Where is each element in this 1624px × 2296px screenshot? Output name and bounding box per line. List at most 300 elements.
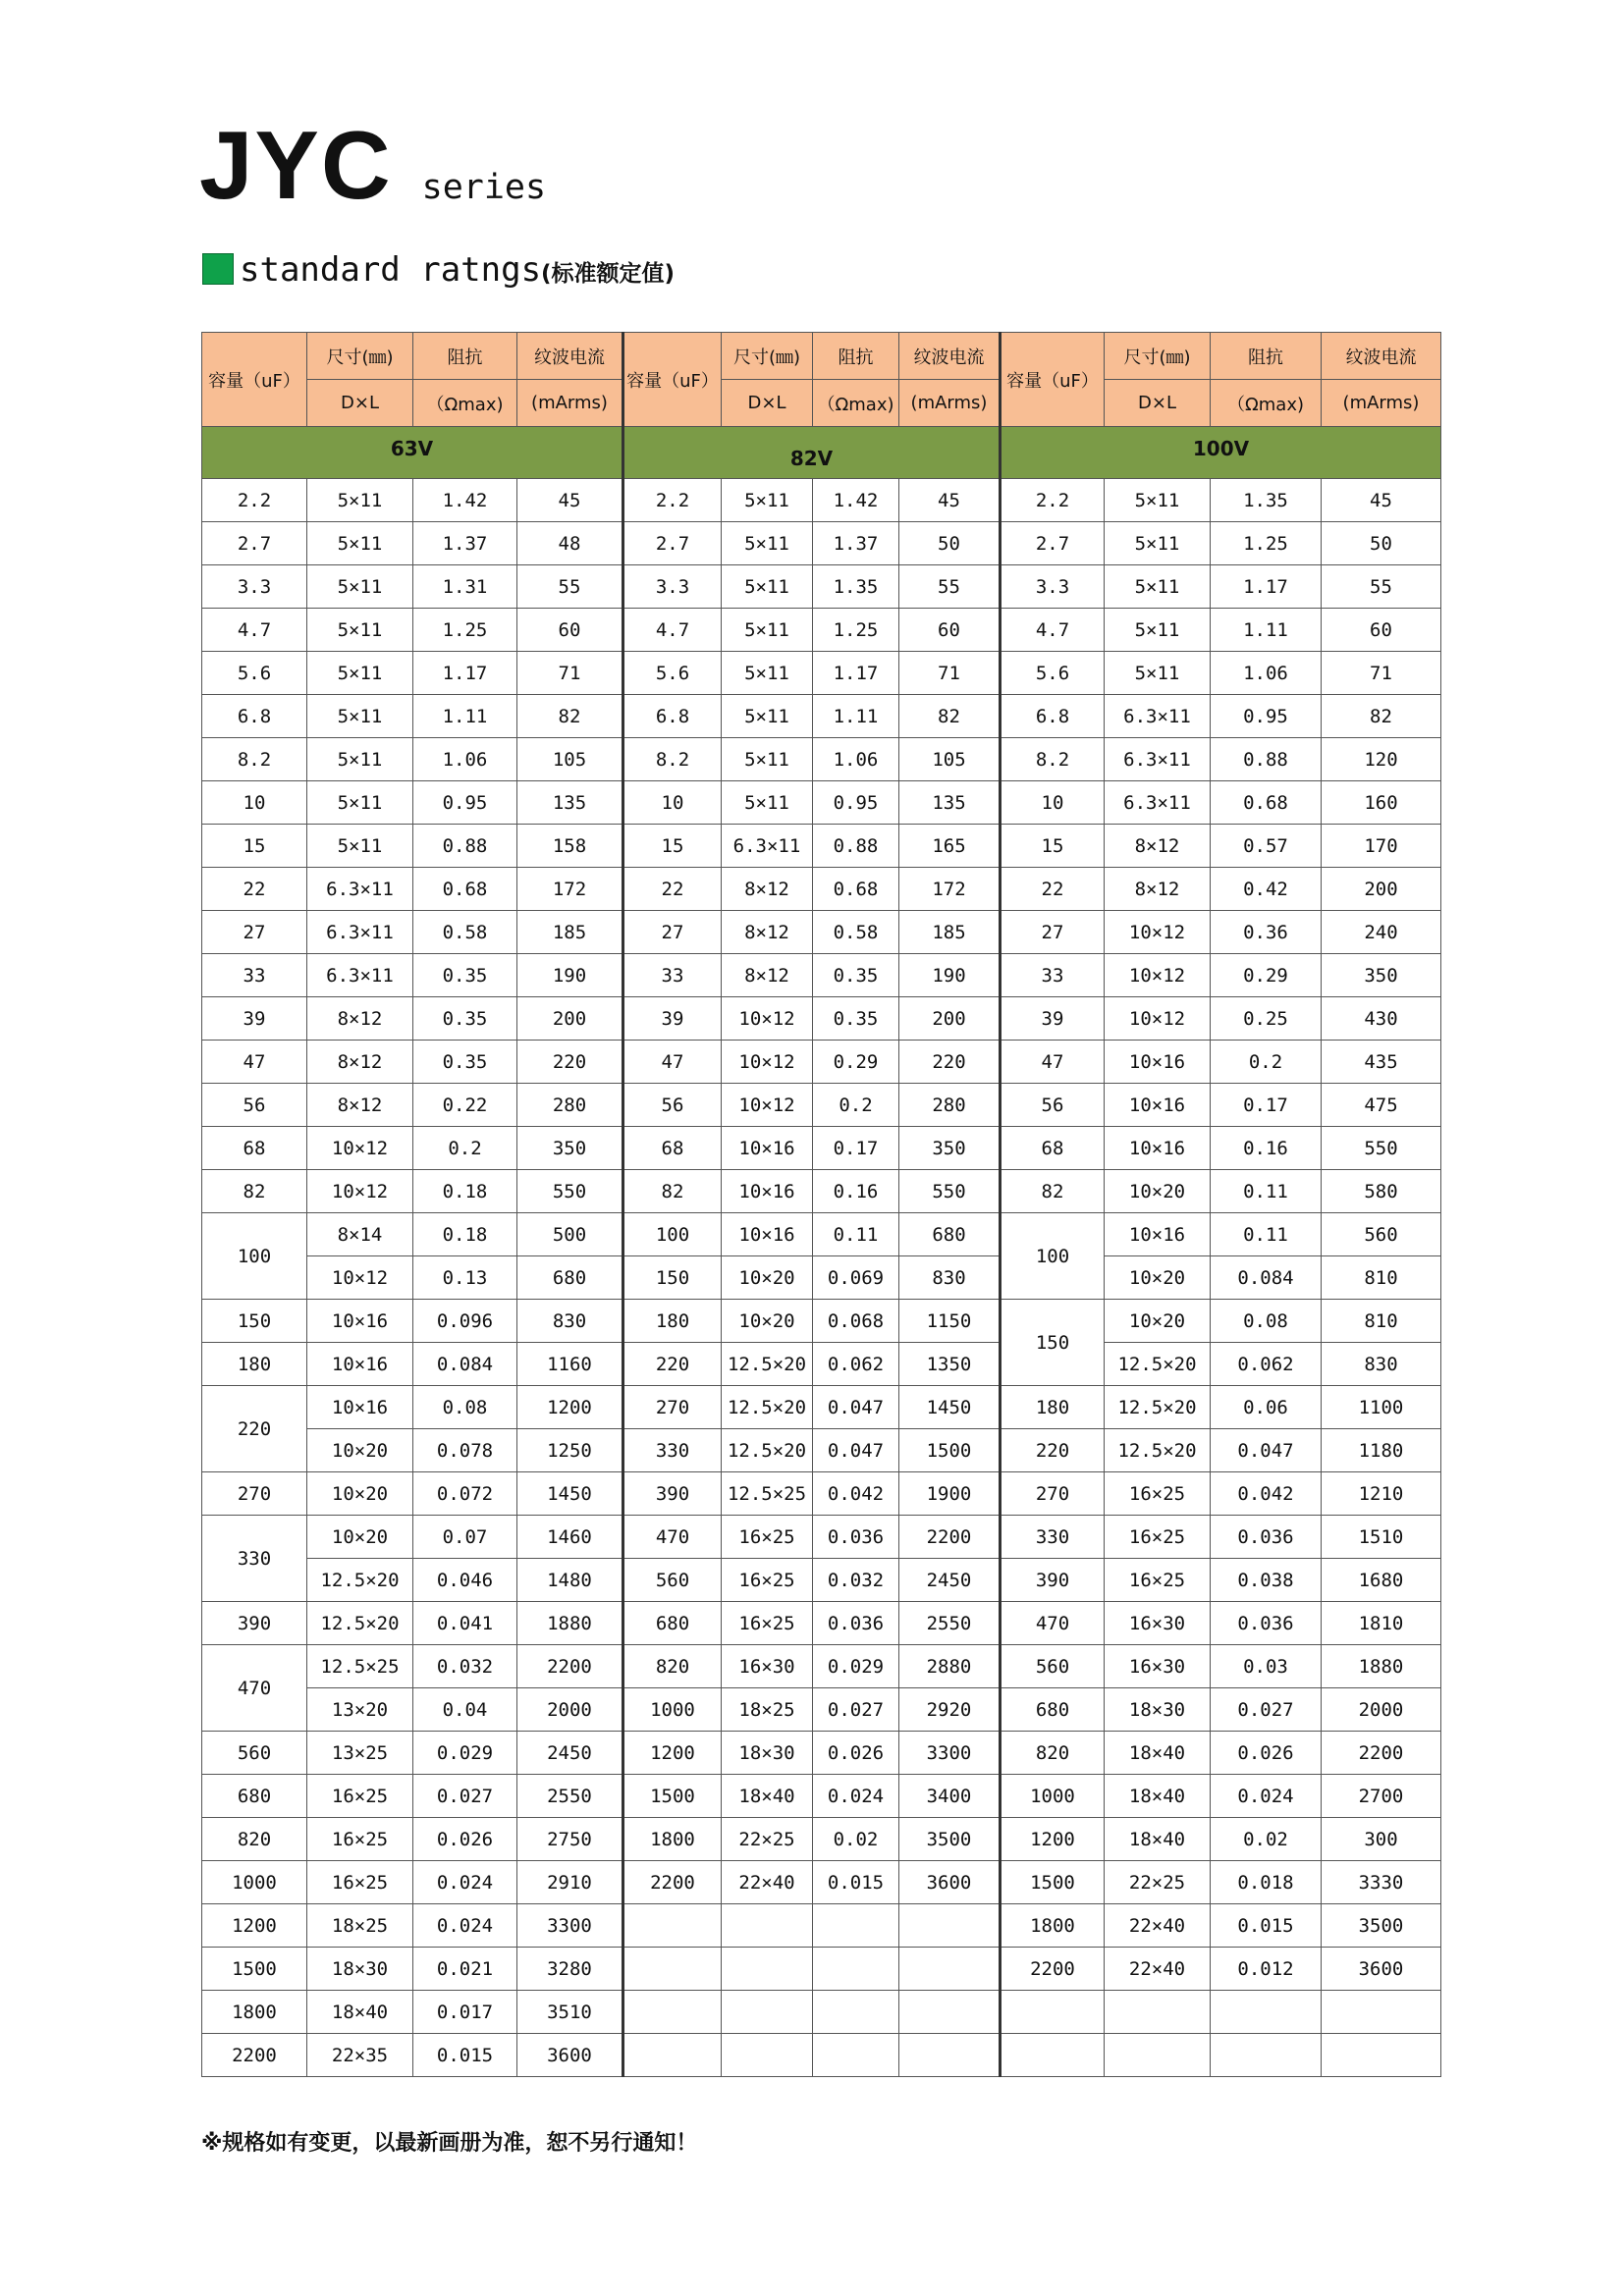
capacity-cell: 82 bbox=[1001, 1170, 1105, 1213]
capacity-cell: 150 bbox=[623, 1256, 722, 1300]
capacity-cell: 100 bbox=[623, 1213, 722, 1256]
size-cell: 10×16 bbox=[1105, 1041, 1211, 1084]
impedance-cell: 0.068 bbox=[813, 1300, 899, 1343]
voltage-label bbox=[202, 427, 623, 479]
impedance-cell: 0.25 bbox=[1211, 997, 1322, 1041]
size-cell: 22×25 bbox=[722, 1818, 813, 1861]
table-row bbox=[202, 1343, 1441, 1386]
ripple-cell: 172 bbox=[899, 868, 1001, 911]
ripple-cell bbox=[899, 2034, 1001, 2077]
size-cell: 16×30 bbox=[1105, 1602, 1211, 1645]
ripple-cell: 45 bbox=[517, 479, 623, 522]
capacity-cell: 4.7 bbox=[1001, 609, 1105, 652]
impedance-cell: 0.015 bbox=[1211, 1904, 1322, 1948]
ripple-cell: 2550 bbox=[899, 1602, 1001, 1645]
impedance-cell: 0.35 bbox=[813, 954, 899, 997]
table-row bbox=[202, 1213, 1441, 1256]
table-row bbox=[202, 1904, 1441, 1948]
size-cell: 10×12 bbox=[722, 1084, 813, 1127]
impedance-cell: 0.68 bbox=[413, 868, 517, 911]
capacity-cell: 8.2 bbox=[1001, 738, 1105, 781]
header-size-unit: D×L bbox=[1105, 380, 1211, 427]
impedance-cell: 1.06 bbox=[1211, 652, 1322, 695]
capacity-cell: 5.6 bbox=[623, 652, 722, 695]
table-row bbox=[202, 2034, 1441, 2077]
table-row bbox=[202, 825, 1441, 868]
size-cell: 10×20 bbox=[722, 1256, 813, 1300]
size-cell: 5×11 bbox=[722, 738, 813, 781]
ripple-cell: 830 bbox=[1322, 1343, 1441, 1386]
section-heading-en: standard ratngs bbox=[240, 250, 542, 290]
ripple-cell: 500 bbox=[517, 1213, 623, 1256]
table-row bbox=[202, 652, 1441, 695]
impedance-cell: 0.2 bbox=[1211, 1041, 1322, 1084]
impedance-cell: 0.68 bbox=[813, 868, 899, 911]
ripple-cell: 3510 bbox=[517, 1991, 623, 2034]
capacity-cell: 1200 bbox=[1001, 1818, 1105, 1861]
capacity-cell: 4.7 bbox=[623, 609, 722, 652]
capacity-cell: 47 bbox=[202, 1041, 307, 1084]
capacity-cell: 180 bbox=[623, 1300, 722, 1343]
impedance-cell: 0.036 bbox=[813, 1516, 899, 1559]
header-impedance-unit: （Ωmax) bbox=[813, 380, 899, 427]
ripple-cell: 3500 bbox=[1322, 1904, 1441, 1948]
capacity-cell: 330 bbox=[202, 1516, 307, 1602]
ripple-cell: 1510 bbox=[1322, 1516, 1441, 1559]
impedance-cell: 0.57 bbox=[1211, 825, 1322, 868]
impedance-cell: 0.42 bbox=[1211, 868, 1322, 911]
table-row bbox=[202, 1472, 1441, 1516]
capacity-cell: 100 bbox=[1001, 1213, 1105, 1300]
header-impedance: 阻抗 bbox=[1211, 333, 1322, 380]
ripple-cell: 200 bbox=[899, 997, 1001, 1041]
table-row bbox=[202, 1732, 1441, 1775]
ripple-cell: 190 bbox=[517, 954, 623, 997]
ripple-cell bbox=[1322, 2034, 1441, 2077]
impedance-cell: 0.36 bbox=[1211, 911, 1322, 954]
impedance-cell: 0.18 bbox=[413, 1213, 517, 1256]
capacity-cell: 820 bbox=[623, 1645, 722, 1688]
ripple-cell: 830 bbox=[517, 1300, 623, 1343]
size-cell: 12.5×20 bbox=[722, 1386, 813, 1429]
size-cell: 12.5×20 bbox=[722, 1343, 813, 1386]
capacity-cell: 100 bbox=[202, 1213, 307, 1300]
impedance-cell: 0.041 bbox=[413, 1602, 517, 1645]
ripple-cell: 55 bbox=[1322, 565, 1441, 609]
capacity-cell: 680 bbox=[1001, 1688, 1105, 1732]
ripple-cell: 1100 bbox=[1322, 1386, 1441, 1429]
table-row bbox=[202, 1775, 1441, 1818]
capacity-cell: 560 bbox=[1001, 1645, 1105, 1688]
ripple-cell: 120 bbox=[1322, 738, 1441, 781]
capacity-cell: 680 bbox=[623, 1602, 722, 1645]
ripple-cell: 105 bbox=[517, 738, 623, 781]
size-cell: 5×11 bbox=[722, 479, 813, 522]
capacity-cell: 1000 bbox=[202, 1861, 307, 1904]
table-row bbox=[202, 954, 1441, 997]
ripple-cell: 680 bbox=[517, 1256, 623, 1300]
size-cell: 12.5×20 bbox=[1105, 1343, 1211, 1386]
size-cell: 18×40 bbox=[722, 1775, 813, 1818]
impedance-cell: 0.16 bbox=[813, 1170, 899, 1213]
ripple-cell: 3300 bbox=[899, 1732, 1001, 1775]
ripple-cell: 170 bbox=[1322, 825, 1441, 868]
impedance-cell: 0.11 bbox=[1211, 1213, 1322, 1256]
green-square-icon bbox=[202, 253, 234, 285]
table-row bbox=[202, 1818, 1441, 1861]
impedance-cell bbox=[1211, 1991, 1322, 2034]
ripple-cell: 1880 bbox=[1322, 1645, 1441, 1688]
impedance-cell: 0.07 bbox=[413, 1516, 517, 1559]
impedance-cell: 0.29 bbox=[1211, 954, 1322, 997]
impedance-cell: 1.25 bbox=[813, 609, 899, 652]
size-cell: 10×12 bbox=[1105, 954, 1211, 997]
header-ripple-unit: (mArms) bbox=[899, 380, 1001, 427]
size-cell: 10×20 bbox=[722, 1300, 813, 1343]
header-impedance: 阻抗 bbox=[813, 333, 899, 380]
capacity-cell: 2.7 bbox=[202, 522, 307, 565]
ripple-cell: 1150 bbox=[899, 1300, 1001, 1343]
impedance-cell: 0.17 bbox=[1211, 1084, 1322, 1127]
header-ripple: 纹波电流 bbox=[517, 333, 623, 380]
impedance-cell: 0.047 bbox=[1211, 1429, 1322, 1472]
capacity-cell: 3.3 bbox=[202, 565, 307, 609]
ripple-cell: 82 bbox=[899, 695, 1001, 738]
ripple-cell: 3600 bbox=[517, 2034, 623, 2077]
ripple-cell: 200 bbox=[1322, 868, 1441, 911]
ripple-cell: 280 bbox=[517, 1084, 623, 1127]
impedance-cell: 0.015 bbox=[813, 1861, 899, 1904]
ripple-cell: 2000 bbox=[1322, 1688, 1441, 1732]
size-cell: 18×40 bbox=[1105, 1732, 1211, 1775]
capacity-cell: 15 bbox=[202, 825, 307, 868]
capacity-cell: 1500 bbox=[202, 1948, 307, 1991]
ripple-cell bbox=[899, 1904, 1001, 1948]
table-row bbox=[202, 1688, 1441, 1732]
size-cell: 10×20 bbox=[307, 1472, 413, 1516]
size-cell: 12.5×20 bbox=[1105, 1386, 1211, 1429]
impedance-cell: 0.68 bbox=[1211, 781, 1322, 825]
size-cell: 5×11 bbox=[1105, 609, 1211, 652]
ripple-cell: 1210 bbox=[1322, 1472, 1441, 1516]
capacity-cell: 390 bbox=[1001, 1559, 1105, 1602]
ripple-cell: 105 bbox=[899, 738, 1001, 781]
impedance-cell: 0.35 bbox=[413, 1041, 517, 1084]
impedance-cell: 1.42 bbox=[813, 479, 899, 522]
size-cell: 5×11 bbox=[307, 609, 413, 652]
ripple-cell: 2920 bbox=[899, 1688, 1001, 1732]
impedance-cell bbox=[813, 1904, 899, 1948]
size-cell: 16×30 bbox=[722, 1645, 813, 1688]
ripple-cell: 200 bbox=[517, 997, 623, 1041]
size-cell: 16×25 bbox=[722, 1559, 813, 1602]
ripple-cell: 1350 bbox=[899, 1343, 1001, 1386]
capacity-cell: 47 bbox=[623, 1041, 722, 1084]
ripple-cell: 160 bbox=[1322, 781, 1441, 825]
capacity-cell: 1500 bbox=[1001, 1861, 1105, 1904]
table-row bbox=[202, 1991, 1441, 2034]
ripple-cell: 300 bbox=[1322, 1818, 1441, 1861]
size-cell: 12.5×25 bbox=[722, 1472, 813, 1516]
impedance-cell: 0.032 bbox=[413, 1645, 517, 1688]
ripple-cell: 1450 bbox=[517, 1472, 623, 1516]
capacity-cell: 1800 bbox=[202, 1991, 307, 2034]
table-row bbox=[202, 1170, 1441, 1213]
ripple-cell: 2450 bbox=[517, 1732, 623, 1775]
capacity-cell bbox=[1001, 2034, 1105, 2077]
table-row bbox=[202, 1256, 1441, 1300]
capacity-cell: 33 bbox=[623, 954, 722, 997]
impedance-cell: 0.88 bbox=[813, 825, 899, 868]
impedance-cell: 0.58 bbox=[813, 911, 899, 954]
impedance-cell: 0.038 bbox=[1211, 1559, 1322, 1602]
capacity-cell bbox=[623, 1991, 722, 2034]
size-cell: 10×16 bbox=[1105, 1127, 1211, 1170]
ripple-cell: 580 bbox=[1322, 1170, 1441, 1213]
size-cell: 6.3×11 bbox=[307, 911, 413, 954]
ripple-cell: 2910 bbox=[517, 1861, 623, 1904]
size-cell: 5×11 bbox=[1105, 565, 1211, 609]
size-cell: 8×12 bbox=[307, 1041, 413, 1084]
impedance-cell: 0.042 bbox=[813, 1472, 899, 1516]
size-cell: 18×25 bbox=[722, 1688, 813, 1732]
capacity-cell: 27 bbox=[1001, 911, 1105, 954]
impedance-cell: 0.22 bbox=[413, 1084, 517, 1127]
capacity-cell: 2.2 bbox=[202, 479, 307, 522]
header-ripple-unit: (mArms) bbox=[517, 380, 623, 427]
table-row bbox=[202, 1127, 1441, 1170]
capacity-cell: 2.2 bbox=[1001, 479, 1105, 522]
impedance-cell: 1.25 bbox=[1211, 522, 1322, 565]
impedance-cell: 0.029 bbox=[413, 1732, 517, 1775]
capacity-cell: 820 bbox=[202, 1818, 307, 1861]
size-cell: 10×16 bbox=[307, 1300, 413, 1343]
size-cell: 5×11 bbox=[722, 522, 813, 565]
impedance-cell: 0.036 bbox=[1211, 1602, 1322, 1645]
impedance-cell: 0.032 bbox=[813, 1559, 899, 1602]
ripple-cell: 45 bbox=[1322, 479, 1441, 522]
impedance-cell: 0.062 bbox=[1211, 1343, 1322, 1386]
capacity-cell: 5.6 bbox=[1001, 652, 1105, 695]
impedance-cell: 0.027 bbox=[413, 1775, 517, 1818]
size-cell: 5×11 bbox=[307, 781, 413, 825]
table-row bbox=[202, 565, 1441, 609]
voltage-text: 100V bbox=[1192, 437, 1250, 460]
impedance-cell: 1.17 bbox=[1211, 565, 1322, 609]
size-cell: 12.5×20 bbox=[307, 1559, 413, 1602]
voltage-text: 63V bbox=[390, 437, 434, 460]
capacity-cell: 56 bbox=[1001, 1084, 1105, 1127]
impedance-cell: 0.024 bbox=[413, 1861, 517, 1904]
table-row bbox=[202, 479, 1441, 522]
table-row bbox=[202, 738, 1441, 781]
ripple-cell: 1900 bbox=[899, 1472, 1001, 1516]
size-cell: 8×12 bbox=[722, 911, 813, 954]
ripple-cell: 1880 bbox=[517, 1602, 623, 1645]
size-cell: 16×25 bbox=[307, 1861, 413, 1904]
size-cell: 10×12 bbox=[307, 1256, 413, 1300]
impedance-cell: 0.084 bbox=[1211, 1256, 1322, 1300]
size-cell: 16×25 bbox=[307, 1818, 413, 1861]
table-row bbox=[202, 868, 1441, 911]
capacity-cell bbox=[623, 1948, 722, 1991]
capacity-cell bbox=[1001, 1991, 1105, 2034]
capacity-cell: 22 bbox=[623, 868, 722, 911]
size-cell: 10×16 bbox=[1105, 1084, 1211, 1127]
ripple-cell bbox=[899, 1948, 1001, 1991]
capacity-cell: 1200 bbox=[202, 1904, 307, 1948]
capacity-cell: 3.3 bbox=[623, 565, 722, 609]
size-cell: 18×30 bbox=[1105, 1688, 1211, 1732]
impedance-cell: 0.026 bbox=[1211, 1732, 1322, 1775]
voltage-label bbox=[1001, 427, 1441, 479]
size-cell bbox=[722, 1904, 813, 1948]
ripple-cell bbox=[899, 1991, 1001, 2034]
impedance-cell: 0.95 bbox=[813, 781, 899, 825]
header-ripple-unit: (mArms) bbox=[1322, 380, 1441, 427]
impedance-cell: 0.88 bbox=[1211, 738, 1322, 781]
ripple-cell: 810 bbox=[1322, 1256, 1441, 1300]
impedance-cell bbox=[813, 2034, 899, 2077]
impedance-cell: 0.078 bbox=[413, 1429, 517, 1472]
footnote: ※规格如有变更，以最新画册为准，恕不另行通知！ bbox=[201, 2131, 698, 2156]
ripple-cell: 3300 bbox=[517, 1904, 623, 1948]
capacity-cell: 1000 bbox=[1001, 1775, 1105, 1818]
impedance-cell: 0.026 bbox=[813, 1732, 899, 1775]
impedance-cell: 0.012 bbox=[1211, 1948, 1322, 1991]
ripple-cell: 55 bbox=[899, 565, 1001, 609]
table-row bbox=[202, 1386, 1441, 1429]
impedance-cell: 0.047 bbox=[813, 1429, 899, 1472]
capacity-cell: 220 bbox=[202, 1386, 307, 1472]
ripple-cell: 560 bbox=[1322, 1213, 1441, 1256]
size-cell: 16×25 bbox=[307, 1775, 413, 1818]
capacity-cell: 470 bbox=[202, 1645, 307, 1732]
ripple-cell: 60 bbox=[899, 609, 1001, 652]
ripple-cell bbox=[1322, 1991, 1441, 2034]
header-impedance-unit: （Ωmax) bbox=[413, 380, 517, 427]
size-cell: 5×11 bbox=[1105, 652, 1211, 695]
size-cell: 16×25 bbox=[1105, 1472, 1211, 1516]
table-row bbox=[202, 609, 1441, 652]
ripple-cell: 2700 bbox=[1322, 1775, 1441, 1818]
section-heading-cn: (标准额定值) bbox=[541, 261, 676, 287]
ripple-cell: 2450 bbox=[899, 1559, 1001, 1602]
capacity-cell: 27 bbox=[202, 911, 307, 954]
capacity-cell: 180 bbox=[202, 1343, 307, 1386]
size-cell: 5×11 bbox=[722, 695, 813, 738]
size-cell: 6.3×11 bbox=[307, 954, 413, 997]
size-cell: 10×16 bbox=[722, 1213, 813, 1256]
ripple-cell: 1460 bbox=[517, 1516, 623, 1559]
ripple-cell: 435 bbox=[1322, 1041, 1441, 1084]
capacity-cell: 68 bbox=[1001, 1127, 1105, 1170]
ripple-cell: 3400 bbox=[899, 1775, 1001, 1818]
impedance-cell: 0.015 bbox=[413, 2034, 517, 2077]
capacity-cell bbox=[623, 2034, 722, 2077]
ripple-cell: 60 bbox=[517, 609, 623, 652]
impedance-cell: 0.027 bbox=[1211, 1688, 1322, 1732]
size-cell: 16×25 bbox=[1105, 1516, 1211, 1559]
ripple-cell: 50 bbox=[899, 522, 1001, 565]
table-row bbox=[202, 1084, 1441, 1127]
size-cell: 10×20 bbox=[1105, 1256, 1211, 1300]
ripple-cell: 2550 bbox=[517, 1775, 623, 1818]
size-cell: 6.3×11 bbox=[1105, 695, 1211, 738]
size-cell: 5×11 bbox=[722, 609, 813, 652]
capacity-cell: 10 bbox=[202, 781, 307, 825]
size-cell: 8×12 bbox=[722, 868, 813, 911]
size-cell: 8×14 bbox=[307, 1213, 413, 1256]
size-cell: 12.5×20 bbox=[722, 1429, 813, 1472]
size-cell: 10×12 bbox=[722, 1041, 813, 1084]
table-row bbox=[202, 1429, 1441, 1472]
size-cell: 10×16 bbox=[722, 1170, 813, 1213]
size-cell: 12.5×20 bbox=[307, 1602, 413, 1645]
voltage-label bbox=[623, 427, 1001, 479]
header-size-unit: D×L bbox=[307, 380, 413, 427]
ripple-cell: 550 bbox=[899, 1170, 1001, 1213]
capacity-cell: 22 bbox=[1001, 868, 1105, 911]
impedance-cell: 0.024 bbox=[1211, 1775, 1322, 1818]
ripple-cell: 1180 bbox=[1322, 1429, 1441, 1472]
ripple-cell: 350 bbox=[899, 1127, 1001, 1170]
impedance-cell bbox=[813, 1948, 899, 1991]
impedance-cell: 0.08 bbox=[1211, 1300, 1322, 1343]
header-size-unit: D×L bbox=[722, 380, 813, 427]
size-cell bbox=[722, 1991, 813, 2034]
ripple-cell: 1250 bbox=[517, 1429, 623, 1472]
table-row bbox=[202, 1861, 1441, 1904]
size-cell: 8×12 bbox=[1105, 825, 1211, 868]
size-cell: 10×20 bbox=[307, 1516, 413, 1559]
size-cell: 10×20 bbox=[1105, 1170, 1211, 1213]
size-cell: 18×25 bbox=[307, 1904, 413, 1948]
ripple-cell: 240 bbox=[1322, 911, 1441, 954]
capacity-cell: 6.8 bbox=[202, 695, 307, 738]
impedance-cell: 0.95 bbox=[1211, 695, 1322, 738]
impedance-cell: 0.021 bbox=[413, 1948, 517, 1991]
capacity-cell: 220 bbox=[623, 1343, 722, 1386]
ripple-cell: 830 bbox=[899, 1256, 1001, 1300]
size-cell: 5×11 bbox=[307, 522, 413, 565]
ratings-table bbox=[201, 332, 1441, 2077]
capacity-cell: 10 bbox=[623, 781, 722, 825]
impedance-cell: 0.35 bbox=[813, 997, 899, 1041]
size-cell: 5×11 bbox=[722, 652, 813, 695]
capacity-cell: 6.8 bbox=[623, 695, 722, 738]
capacity-cell: 470 bbox=[623, 1516, 722, 1559]
ripple-cell: 172 bbox=[517, 868, 623, 911]
size-cell: 18×40 bbox=[1105, 1775, 1211, 1818]
ripple-cell: 158 bbox=[517, 825, 623, 868]
ripple-cell: 50 bbox=[1322, 522, 1441, 565]
size-cell: 5×11 bbox=[1105, 522, 1211, 565]
capacity-cell: 330 bbox=[1001, 1516, 1105, 1559]
capacity-cell: 2200 bbox=[623, 1861, 722, 1904]
impedance-cell: 0.018 bbox=[1211, 1861, 1322, 1904]
table-row bbox=[202, 1559, 1441, 1602]
size-cell: 5×11 bbox=[1105, 479, 1211, 522]
impedance-cell: 0.04 bbox=[413, 1688, 517, 1732]
size-cell: 10×16 bbox=[1105, 1213, 1211, 1256]
ripple-cell: 3600 bbox=[899, 1861, 1001, 1904]
size-cell: 12.5×25 bbox=[307, 1645, 413, 1688]
capacity-cell: 5.6 bbox=[202, 652, 307, 695]
impedance-cell: 0.046 bbox=[413, 1559, 517, 1602]
ripple-cell: 1500 bbox=[899, 1429, 1001, 1472]
capacity-cell: 8.2 bbox=[202, 738, 307, 781]
